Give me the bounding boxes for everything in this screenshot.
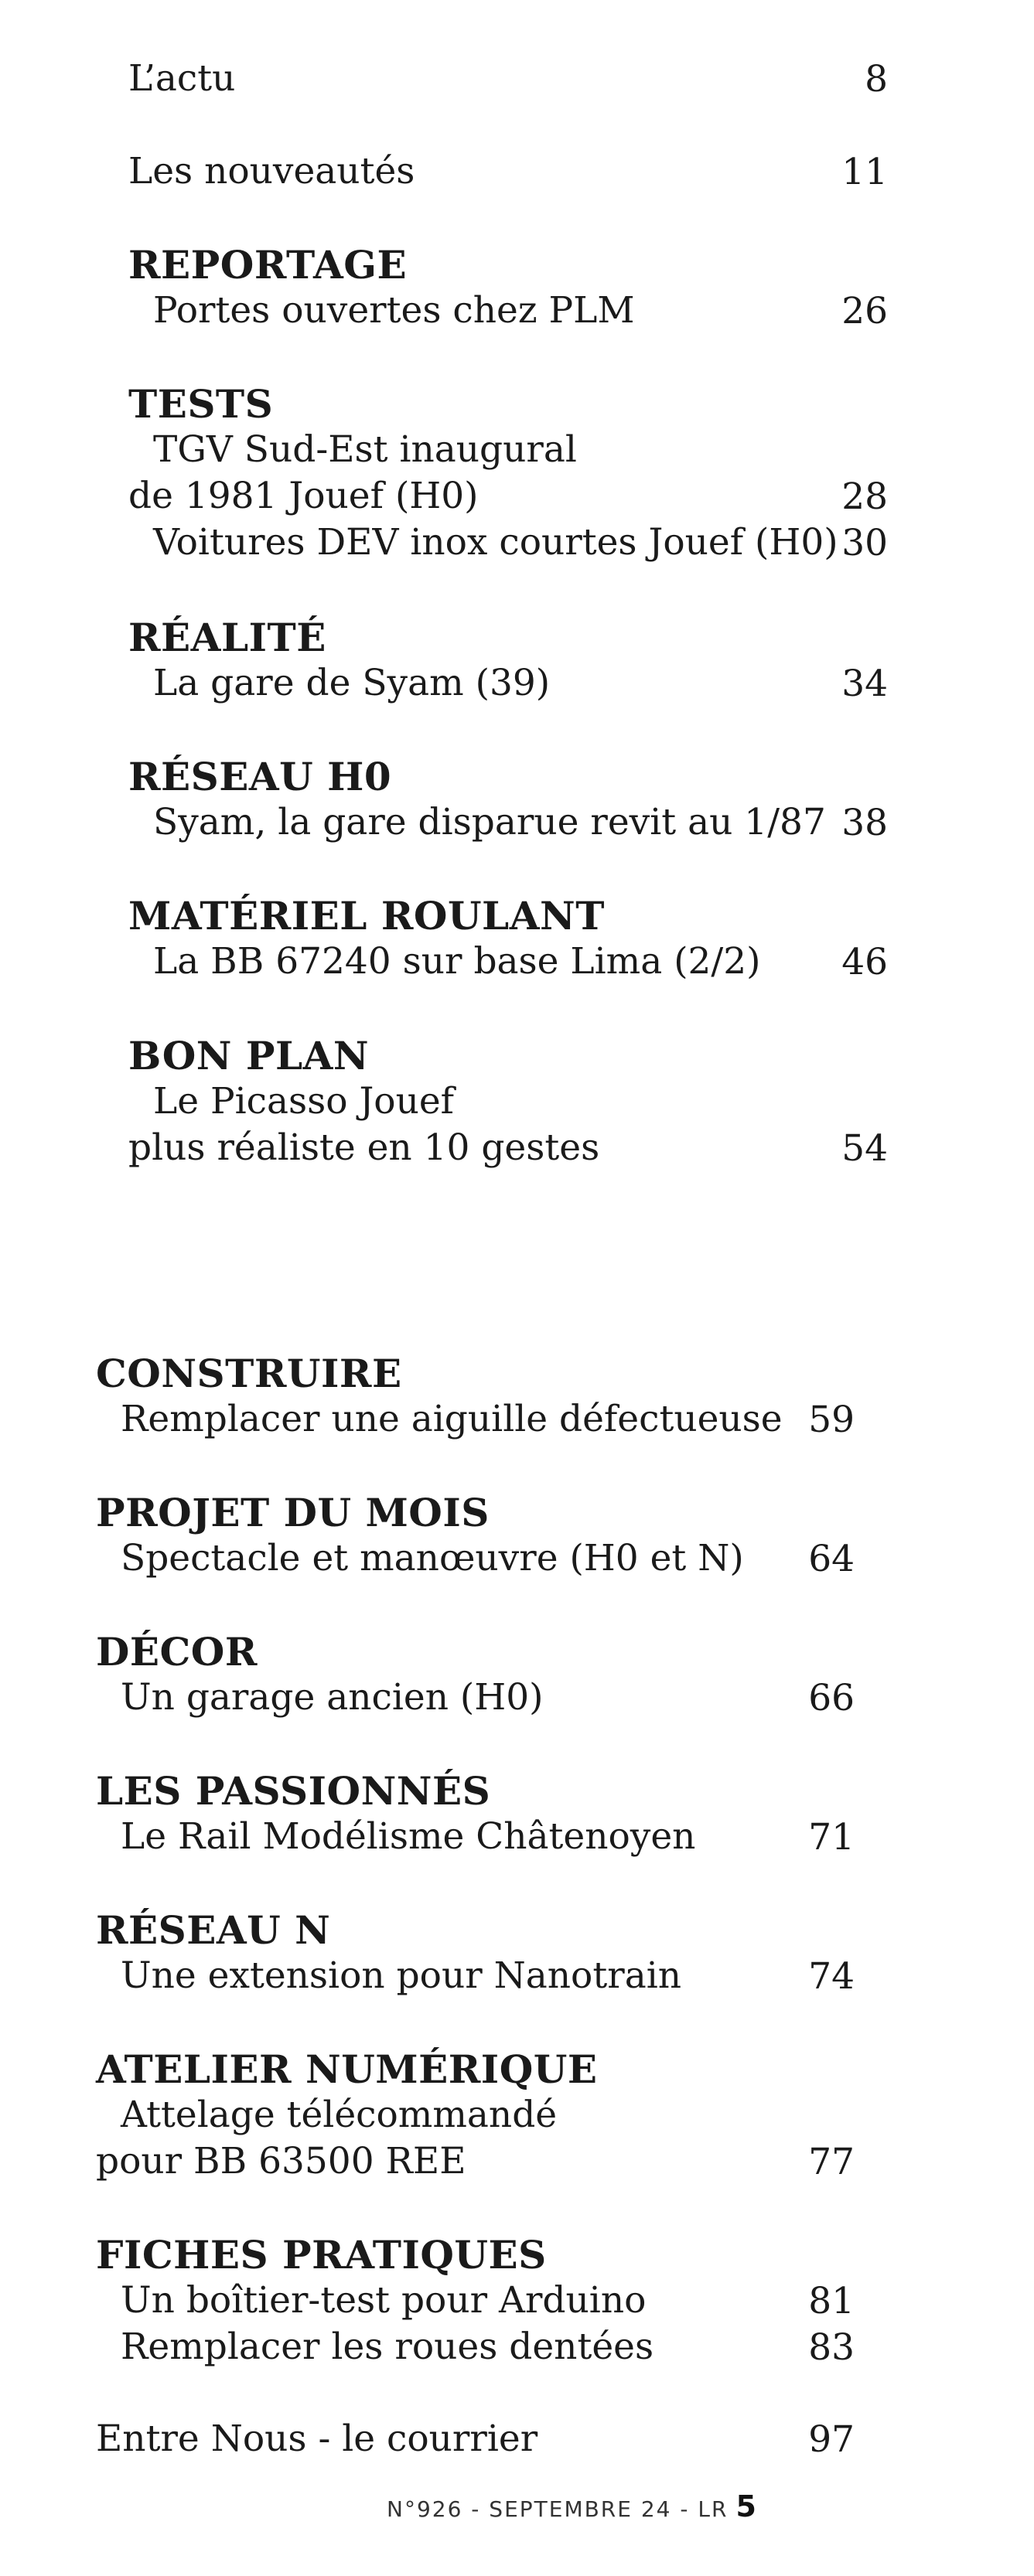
entry-title-atelier-line1: Attelage télécommandé [121,2094,558,2136]
entry-page-bon-plan: 54 [841,1127,888,1170]
footer-issue: N°926 - SEPTEMBRE 24 - LR [387,2496,729,2522]
section-heading-reseau-n: RÉSEAU N [96,1907,331,1953]
entry-title-tests-line2: de 1981 Jouef (H0) [128,475,479,517]
entry-title-projet-du-mois: Spectacle et manœuvre (H0 et N) [121,1537,744,1579]
entry-title-reportage: Portes ouvertes chez PLM [153,289,635,332]
entry-title-bon-plan-line2: plus réaliste en 10 gestes [128,1126,600,1169]
section-heading-reseau-h0: RÉSEAU H0 [128,754,392,799]
section-heading-decor: DÉCOR [96,1629,258,1675]
page-footer [387,2489,756,2523]
section-heading-construire: CONSTRUIRE [96,1351,402,1396]
entry-title-fiches-1: Un boîtier-test pour Arduino [121,2279,647,2322]
entry-title-fiches-2: Remplacer les roues dentées [121,2326,654,2368]
section-heading-atelier-numerique: ATELIER NUMÉRIQUE [96,2046,598,2092]
footer-page-number: 5 [735,2489,756,2523]
entry-page-fiches-2: 83 [808,2326,855,2369]
entry-page-reportage: 26 [841,290,888,332]
entry-title-nouveautes: Les nouveautés [128,150,415,193]
entry-page-materiel-roulant: 46 [841,941,888,983]
entry-page-construire: 59 [808,1399,855,1441]
section-heading-projet-du-mois: PROJET DU MOIS [96,1490,490,1535]
section-heading-tests: TESTS [128,381,274,427]
entry-title-reseau-h0: Syam, la gare disparue revit au 1/87 [153,801,826,843]
entry-title-tests-2: Voitures DEV inox courtes Jouef (H0) [153,521,838,564]
entry-title-decor: Un garage ancien (H0) [121,1676,544,1719]
entry-title-actu: L’actu [128,57,236,100]
entry-page-atelier-numerique: 77 [808,2141,855,2183]
entry-title-bon-plan-line1: Le Picasso Jouef [153,1080,455,1123]
entry-page-realite: 34 [841,663,888,705]
entry-page-actu: 8 [865,58,888,101]
section-heading-fiches-pratiques: FICHES PRATIQUES [96,2232,547,2278]
entry-title-les-passionnes: Le Rail Modélisme Châtenoyen [121,1815,696,1858]
entry-page-les-passionnes: 71 [808,1816,855,1859]
entry-title-tests-line1: TGV Sud-Est inaugural [153,428,577,471]
entry-page-fiches-1: 81 [808,2280,855,2322]
entry-page-projet-du-mois: 64 [808,1538,855,1580]
entry-page-entre-nous: 97 [808,2418,855,2461]
entry-page-nouveautes: 11 [841,151,888,193]
entry-title-materiel-roulant: La BB 67240 sur base Lima (2/2) [153,940,761,983]
entry-page-reseau-n: 74 [808,1955,855,1998]
entry-title-entre-nous: Entre Nous - le courrier [96,2418,538,2460]
section-heading-bon-plan: BON PLAN [128,1033,370,1078]
section-heading-reportage: REPORTAGE [128,242,408,288]
entry-title-atelier-line2: pour BB 63500 REE [96,2140,466,2182]
section-heading-materiel-roulant: MATÉRIEL ROULANT [128,893,605,939]
entry-title-realite: La gare de Syam (39) [153,662,551,704]
entry-page-decor: 66 [808,1677,855,1719]
entry-title-reseau-n: Une extension pour Nanotrain [121,1954,682,1997]
section-heading-realite: RÉALITÉ [128,615,326,660]
entry-page-tests-2: 30 [841,522,888,564]
entry-page-reseau-h0: 38 [841,802,888,844]
entry-page-tests-1: 28 [841,475,888,518]
section-heading-les-passionnes: LES PASSIONNÉS [96,1768,491,1814]
entry-title-construire: Remplacer une aiguille défectueuse [121,1398,783,1440]
